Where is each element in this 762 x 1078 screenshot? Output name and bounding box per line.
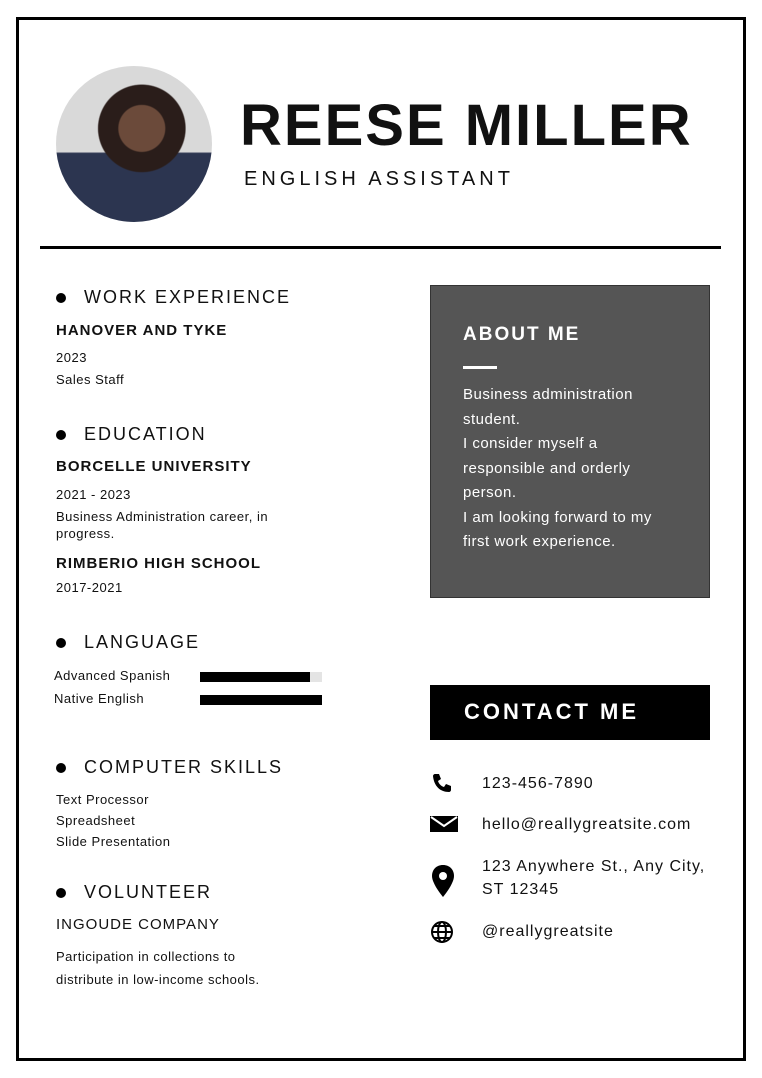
work-position: Sales Staff: [56, 372, 125, 387]
language-level-fill: [200, 672, 310, 682]
name: REESE MILLER: [240, 93, 693, 158]
bullet-icon: [56, 763, 66, 773]
language-heading: [56, 632, 200, 653]
language-label: Native English: [54, 691, 145, 706]
volunteer-heading: [56, 882, 212, 903]
language-level-bar: [200, 695, 322, 705]
job-title: ENGLISH ASSISTANT: [244, 168, 514, 190]
volunteer-org: INGOUDE COMPANY: [56, 916, 220, 933]
about-underline: [463, 366, 497, 369]
divider: [40, 246, 721, 249]
volunteer-detail: Participation in collections to distribute in low-income schools.: [56, 949, 260, 987]
heading-text: WORK EXPERIENCE: [84, 287, 292, 307]
profile-photo: [56, 66, 212, 222]
language-label: Advanced Spanish: [54, 668, 171, 683]
globe-icon: [430, 920, 458, 951]
location-pin-icon: [430, 865, 458, 904]
phone-icon: [430, 772, 458, 803]
email-text: hello@reallygreatsite.com: [482, 816, 692, 833]
bullet-icon: [56, 293, 66, 303]
skill-item: Slide Presentation: [56, 834, 171, 849]
bullet-icon: [56, 888, 66, 898]
school-years: 2021 - 2023: [56, 487, 131, 502]
language-level-fill: [200, 695, 322, 705]
work-heading: [56, 287, 291, 308]
heading-text: EDUCATION: [84, 424, 207, 444]
bullet-icon: [56, 638, 66, 648]
address-text: 123 Anywhere St., Any City, ST 12345: [482, 858, 706, 898]
skill-item: Spreadsheet: [56, 813, 136, 828]
about-heading: ABOUT ME: [463, 324, 581, 345]
skills-heading: [56, 757, 283, 778]
school-name: BORCELLE UNIVERSITY: [56, 458, 252, 475]
phone-text: 123-456-7890: [482, 775, 594, 792]
skill-item: Text Processor: [56, 792, 149, 807]
social-text: @reallygreatsite: [482, 923, 614, 940]
email-icon: [430, 813, 458, 842]
education-heading: [56, 424, 207, 445]
bullet-icon: [56, 430, 66, 440]
heading-text: LANGUAGE: [84, 632, 201, 652]
school-years: 2017-2021: [56, 580, 123, 595]
school-detail: Business Administration career, in progress.: [56, 509, 269, 541]
heading-text: COMPUTER SKILLS: [84, 757, 284, 777]
school-name: RIMBERIO HIGH SCHOOL: [56, 555, 262, 572]
heading-text: VOLUNTEER: [84, 882, 213, 902]
contact-heading: CONTACT ME: [430, 685, 710, 740]
about-box: [430, 285, 710, 598]
work-company: HANOVER AND TYKE: [56, 322, 228, 339]
language-level-bar: [200, 672, 322, 682]
about-text: Business administration student. I consider myself a responsible and orderly person. I am looking forward to my first work experience.: [463, 386, 652, 550]
work-year: 2023: [56, 350, 87, 365]
